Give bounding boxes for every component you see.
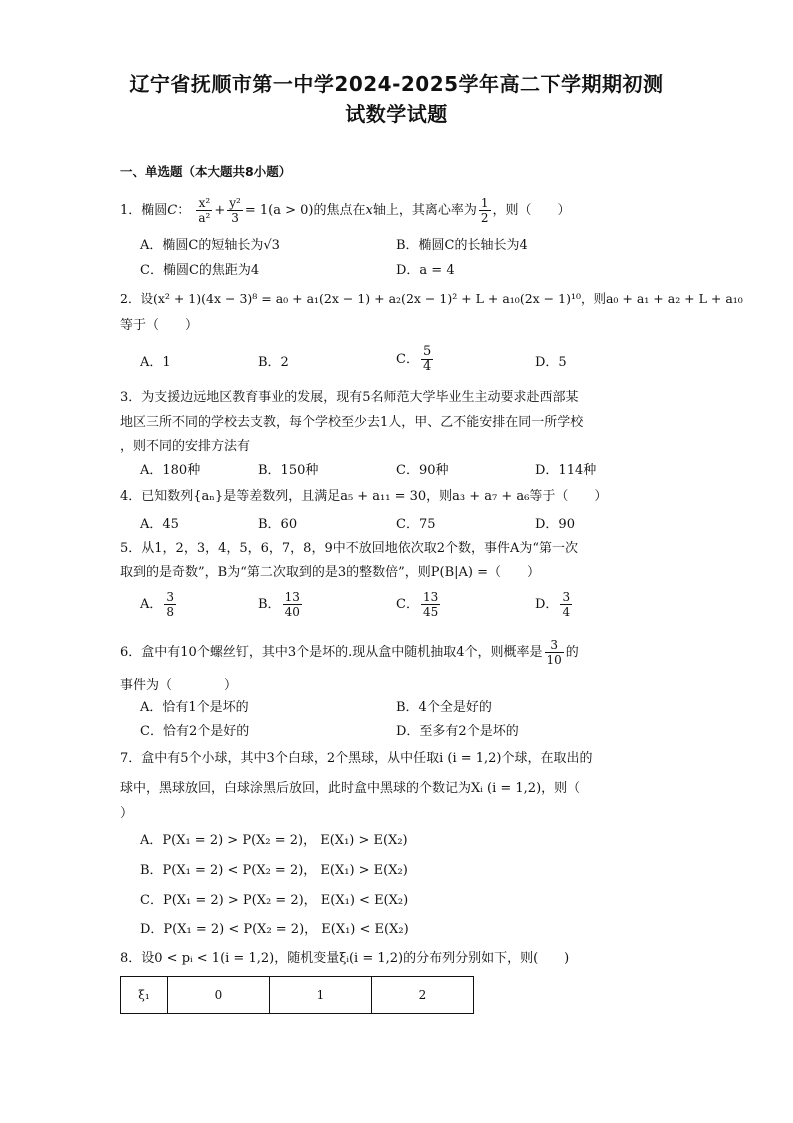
q7-option-c: C．P(X₁ = 2) > P(X₂ = 2)， E(X₁) < E(X₂): [140, 893, 409, 908]
q5-option-b: B． $\frac{13}{40}$: [258, 590, 300, 619]
q1-frac-x: $\frac{\text{x²}}{\text{a²}}$: [198, 196, 211, 225]
q4-option-b: B．60: [258, 517, 298, 532]
table-cell: 1: [270, 977, 372, 1014]
table-cell: ξ₁: [121, 977, 168, 1014]
q7-option-d: D．P(X₁ = 2) < P(X₂ = 2)， E(X₁) < E(X₂): [140, 922, 409, 937]
q3-option-c: C．90种: [396, 463, 449, 478]
q8-stem: 8．设0 < pᵢ < 1(i = 1,2)，随机变量ξᵢ(i = 1,2)的分布列分别如下，则( ): [120, 951, 570, 966]
q1-option-a: A．椭圆C的短轴长为√3: [140, 238, 280, 253]
q7-line3: ）: [120, 806, 134, 821]
q1-frac-y: $\frac{\text{y²}}{3}$: [229, 196, 241, 225]
doc-title-line1: 辽宁省抚顺市第一中学2024-2025学年高二下学期期初测: [129, 72, 664, 96]
q6-option-c: C．恰有2个是好的: [140, 724, 250, 739]
q5-line1: 5．从1，2，3，4，5，6，7，8，9中不放回地依次取2个数，事件A为“第一次: [120, 541, 579, 556]
table-cell: 2: [372, 977, 474, 1014]
q3-line3: ，则不同的安排方法有: [120, 439, 251, 454]
q7-line1: 7．盒中有5个小球，其中3个白球，2个黑球，从中任取i (i = 1,2)个球，在取出的: [120, 751, 593, 766]
q1-option-c: C．椭圆C的焦距为4: [140, 263, 260, 278]
q6-option-a: A．恰有1个是坏的: [140, 700, 249, 715]
table-cell: 0: [168, 977, 270, 1014]
q3-option-b: B．150种: [258, 463, 319, 478]
q3-line2: 地区三所不同的学校去支教，每个学校至少去1人，甲、乙不能安排在同一所学校: [120, 415, 584, 430]
q1-option-b: B．椭圆C的长轴长为4: [396, 238, 528, 253]
q2-option-a: A．1: [140, 355, 171, 370]
q2-stem: 2．设(x² + 1)(4x − 3)⁸ = a₀ + a₁(2x − 1) + a₂(2x − 1)² + L + a₁₀(2x − 1)¹⁰，则a₀ + a₁ + a₂ + L + a₁₀: [120, 291, 743, 306]
q5-option-a: A． $\frac{3}{8}$: [140, 590, 175, 619]
q6-line2: 事件为（ ）: [120, 678, 238, 693]
q7-option-a: A．P(X₁ = 2) > P(X₂ = 2)， E(X₁) > E(X₂): [140, 833, 408, 848]
doc-title-line2: 试数学试题: [345, 102, 448, 126]
q3-option-d: D．114种: [535, 463, 597, 478]
q4-option-a: A．45: [140, 517, 179, 532]
q1-stem: 1．椭圆C： $\frac{\text{x²}}{\text{a²}}$ + $\frac{\text{y²}}{3}$ = 1(a > 0)的焦点在x轴上，其离心率为 $\frac{1}{2}$ ，则（ ）: [120, 196, 571, 225]
table-row: [121, 977, 474, 1014]
q6-option-b: B．4个全是好的: [396, 700, 492, 715]
q6-option-d: D．至多有2个是坏的: [396, 724, 519, 739]
q2-option-c: C． $\frac{5}{4}$: [396, 344, 432, 374]
q5-line2: 取到的是奇数”，B为“第二次取到的是3的整数倍”，则P(B|A) =（ ）: [120, 565, 540, 580]
q7-option-b: B．P(X₁ = 2) < P(X₂ = 2)， E(X₁) > E(X₂): [140, 863, 408, 878]
q2-option-d: D．5: [535, 355, 567, 370]
q4-stem: 4．已知数列{aₙ}是等差数列，且满足a₅ + a₁₁ = 30，则a₃ + a₇ + a₆等于（ ）: [120, 489, 608, 504]
q4-option-c: C．75: [396, 517, 436, 532]
q3-line1: 3．为支援边远地区教育事业的发展，现有5名师范大学毕业生主动要求赴西部某: [120, 390, 579, 405]
q5-option-c: C． $\frac{13}{45}$: [396, 590, 439, 619]
q6-line1: 6．盒中有10个螺丝钉，其中3个是坏的.现从盒中随机抽取4个，则概率是 $\frac{3}{10}$ 的: [120, 638, 579, 667]
q1-frac-half: $\frac{1}{2}$: [480, 196, 489, 225]
distribution-table: [120, 976, 474, 1014]
q5-option-d: D． $\frac{3}{4}$: [535, 590, 571, 619]
section-heading: 一、单选题（本大题共8小题）: [120, 164, 292, 179]
q4-option-d: D．90: [535, 517, 575, 532]
q7-line2: 球中，黑球放回，白球涂黑后放回，此时盒中黑球的个数记为Xᵢ (i = 1,2)，则（: [120, 781, 581, 796]
q3-option-a: A．180种: [140, 463, 201, 478]
q2-stem-cont: 等于（ ）: [120, 318, 199, 333]
q2-option-b: B．2: [258, 355, 289, 370]
q1-option-d: D．a = 4: [396, 263, 455, 278]
